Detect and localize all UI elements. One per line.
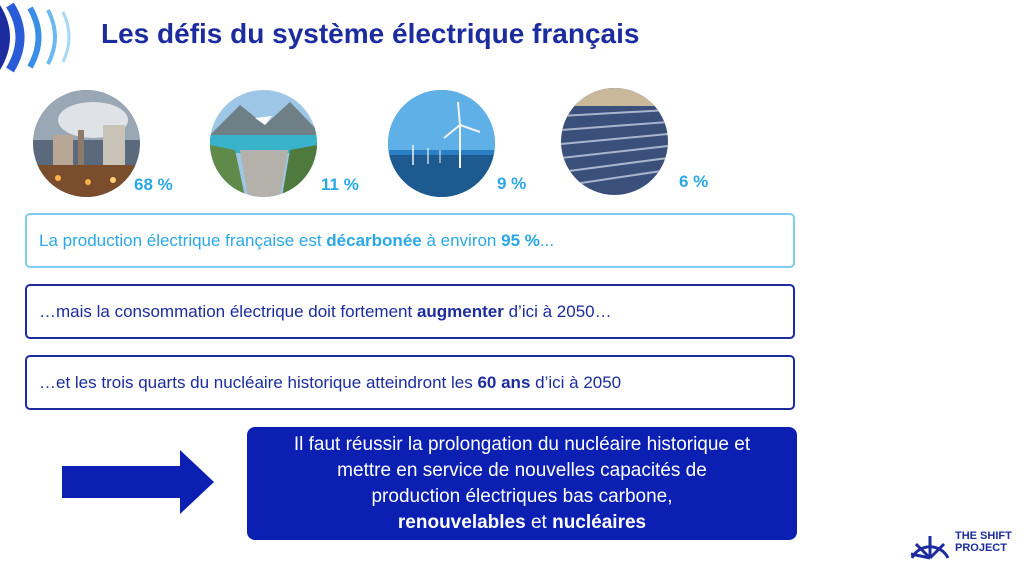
nuclear-percent: 68 % (134, 175, 173, 194)
conclusion-line-3: production électriques bas carbone, (371, 485, 673, 507)
conclusion-box (247, 427, 797, 540)
shift-project-logo-text: THE SHIFT PROJECT (955, 530, 1012, 554)
statement-consumption: …mais la consommation électrique doit fortement augmenter d’ici à 2050… (25, 284, 795, 339)
page-title: Les défis du système électrique français (101, 18, 640, 49)
arrow-right-icon (62, 450, 214, 514)
statement-decarbonized: La production électrique française est décarbonée à environ 95 % ... (25, 213, 795, 268)
hydro-dam-image (210, 90, 317, 197)
solar-farm-image (561, 88, 668, 195)
brand-waves-icon (0, 0, 90, 75)
conclusion-line-1: Il faut réussir la prolongation du nucléaire historique et (293, 433, 751, 455)
hydro-percent: 11 % (321, 175, 359, 194)
shift-project-logo-icon (908, 530, 953, 560)
conclusion-line-4: renouvelables et nucléaires (397, 511, 647, 533)
solar-percent: 6 % (679, 172, 709, 191)
nuclear-plant-image (33, 90, 140, 197)
conclusion-line-2: mettre en service de nouvelles capacités de (337, 459, 707, 481)
offshore-wind-image (388, 90, 495, 197)
statement-nuclear-age: …et les trois quarts du nucléaire historique atteindront les 60 ans d’ici à 2050 (25, 355, 795, 410)
wind-percent: 9 % (497, 174, 527, 193)
